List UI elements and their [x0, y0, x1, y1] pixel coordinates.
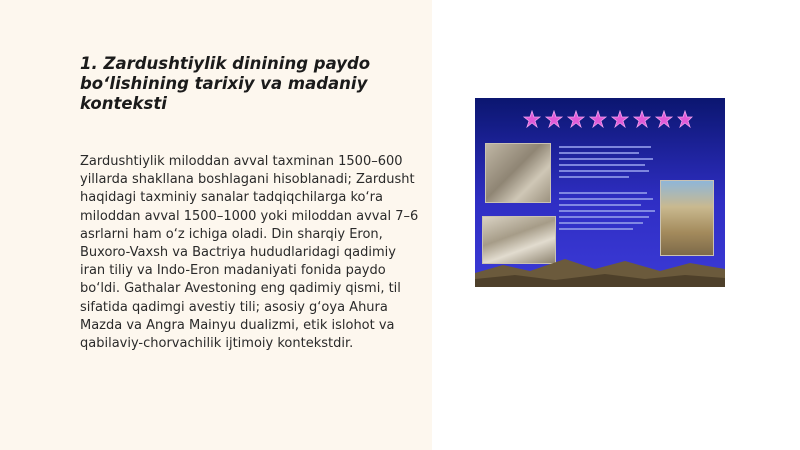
slide-title: 1. Zardushtiylik dinining paydo bo‘lishining tarixiy va madaniy konteksti	[80, 54, 371, 113]
star-banner	[523, 110, 693, 128]
star-icon	[546, 111, 562, 127]
star-icon	[524, 111, 540, 127]
relief-photo	[485, 143, 551, 203]
star-icon	[612, 111, 628, 127]
rock-monument-photo	[660, 180, 714, 256]
slide-body-text: Zardushtiylik miloddan avval taxminan 1500–600 yillarda shakllana boshlagani hisoblanadi; Zardusht haqidagi taxminiy sanalar tadqiqchilarga ko‘ra miloddan avval 1500–1000 yoki miloddan avval 7–6 asrlarni ham o‘z ichiga oladi. Din sharqiy Eron, Buxoro-Vaxsh va Bactriya hududlaridagi qadimiy iran tiliy va Indo-Eron madaniyati fonida paydo bo‘ldi. Gathalar Avestoning eng qadimiy qismi, til sifatida qadimgi avestiy tili; asosiy g‘oya Ahura Mazda va Angra Mainyu dualizmi, etik islohot va qabilaviy-chorvachilik ijtimoiy kontekstdir.	[80, 154, 419, 352]
slide-thumbnail-image	[475, 98, 725, 287]
mountain-silhouette	[475, 247, 725, 287]
thumbnail-text-block	[559, 146, 655, 234]
star-icon	[590, 111, 606, 127]
star-icon	[634, 111, 650, 127]
star-icon	[678, 111, 692, 127]
star-icon	[568, 111, 584, 127]
star-icon	[656, 111, 672, 127]
